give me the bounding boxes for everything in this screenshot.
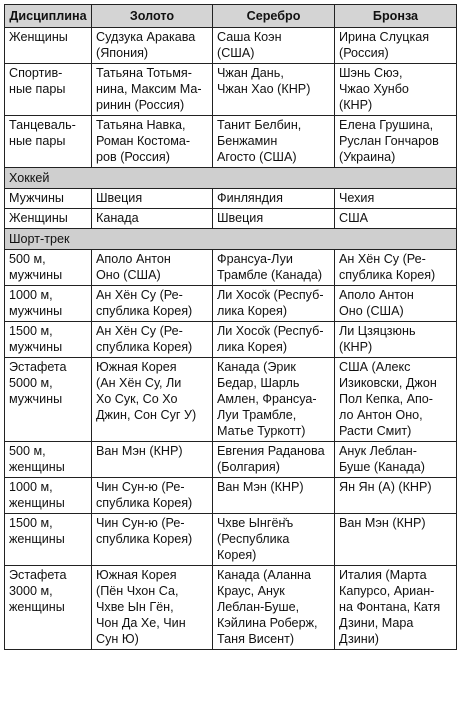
table-row bbox=[5, 322, 457, 358]
discipline-cell: Мужчины bbox=[5, 189, 92, 209]
table-row bbox=[5, 566, 457, 650]
silver-cell: Канада (Аланна Краус, Анук Леблан-Буше, Кэйлина Роберж, Таня Висент) bbox=[213, 566, 335, 650]
gold-cell: Татьяна Навка, Роман Костома- ров (Россия) bbox=[92, 116, 213, 168]
table-row bbox=[5, 514, 457, 566]
table-row bbox=[5, 358, 457, 442]
gold-cell: Ан Хён Су (Ре- спублика Корея) bbox=[92, 286, 213, 322]
silver-cell: Чжан Дань, Чжан Хао (КНР) bbox=[213, 64, 335, 116]
table-row bbox=[5, 442, 457, 478]
gold-cell: Ван Мэн (КНР) bbox=[92, 442, 213, 478]
bronze-cell: Аполо Антон Оно (США) bbox=[335, 286, 457, 322]
silver-cell: Чхве Ынгён̆ъ (Республика Корея) bbox=[213, 514, 335, 566]
gold-cell: Южная Корея (Пён Чхон Са, Чхве Ын Гён, Чон Да Хе, Чин Сун Ю) bbox=[92, 566, 213, 650]
header-discipline: Дисциплина bbox=[5, 5, 92, 28]
silver-cell: Ли Хосо̆к (Респуб- лика Корея) bbox=[213, 322, 335, 358]
silver-cell: Танит Белбин, Бенжамин Агосто (США) bbox=[213, 116, 335, 168]
gold-cell: Ан Хён Су (Ре- спублика Корея) bbox=[92, 322, 213, 358]
gold-cell: Татьяна Тотьмя- нина, Максим Ма- ринин (Россия) bbox=[92, 64, 213, 116]
bronze-cell: Италия (Марта Капурсо, Ариан- на Фонтана, Катя Дзини, Мара Дзини) bbox=[335, 566, 457, 650]
silver-cell: Финляндия bbox=[213, 189, 335, 209]
header-bronze: Бронза bbox=[335, 5, 457, 28]
header-gold: Золото bbox=[92, 5, 213, 28]
table-row bbox=[5, 250, 457, 286]
table-row bbox=[5, 189, 457, 209]
discipline-cell: 1500 м, мужчины bbox=[5, 322, 92, 358]
bronze-cell: Анук Леблан- Буше (Канада) bbox=[335, 442, 457, 478]
table-row bbox=[5, 209, 457, 229]
discipline-cell: 1000 м, женщины bbox=[5, 478, 92, 514]
discipline-cell: Женщины bbox=[5, 209, 92, 229]
bronze-cell: Ян Ян (А) (КНР) bbox=[335, 478, 457, 514]
bronze-cell: Ли Цзяцзюнь (КНР) bbox=[335, 322, 457, 358]
silver-cell: Саша Коэн (США) bbox=[213, 28, 335, 64]
section-header-row bbox=[5, 229, 457, 250]
silver-cell: Франсуа-Луи Трамбле (Канада) bbox=[213, 250, 335, 286]
discipline-cell: Спортив- ные пары bbox=[5, 64, 92, 116]
section-title: Шорт-трек bbox=[5, 229, 457, 250]
table-row bbox=[5, 64, 457, 116]
bronze-cell: Елена Грушина, Руслан Гончаров (Украина) bbox=[335, 116, 457, 168]
header-row bbox=[5, 5, 457, 28]
bronze-cell: Ирина Слуцкая (Россия) bbox=[335, 28, 457, 64]
table-body bbox=[5, 28, 457, 650]
silver-cell: Канада (Эрик Бедар, Шарль Амлен, Франсуа- Луи Трамбле, Матье Туркотт) bbox=[213, 358, 335, 442]
gold-cell: Чин Сун-ю (Ре- спублика Корея) bbox=[92, 478, 213, 514]
gold-cell: Судзука Аракава (Япония) bbox=[92, 28, 213, 64]
bronze-cell: Ван Мэн (КНР) bbox=[335, 514, 457, 566]
bronze-cell: Ан Хён Су (Ре- спублика Корея) bbox=[335, 250, 457, 286]
silver-cell: Евгения Раданова (Болгария) bbox=[213, 442, 335, 478]
silver-cell: Ван Мэн (КНР) bbox=[213, 478, 335, 514]
silver-cell: Ли Хосо̆к (Респуб- лика Корея) bbox=[213, 286, 335, 322]
bronze-cell: США bbox=[335, 209, 457, 229]
section-title: Хоккей bbox=[5, 168, 457, 189]
gold-cell: Южная Корея (Ан Хён Су, Ли Хо Сук, Со Хо Джин, Сон Суг У) bbox=[92, 358, 213, 442]
table-row bbox=[5, 116, 457, 168]
medal-results-table bbox=[4, 4, 457, 650]
header-silver: Серебро bbox=[213, 5, 335, 28]
bronze-cell: США (Алекс Изиковски, Джон Пол Кепка, Апо- ло Антон Оно, Расти Смит) bbox=[335, 358, 457, 442]
table-row bbox=[5, 28, 457, 64]
discipline-cell: 1500 м, женщины bbox=[5, 514, 92, 566]
silver-cell: Швеция bbox=[213, 209, 335, 229]
bronze-cell: Шэнь Сюэ, Чжао Хунбо (КНР) bbox=[335, 64, 457, 116]
table-row bbox=[5, 286, 457, 322]
section-header-row bbox=[5, 168, 457, 189]
bronze-cell: Чехия bbox=[335, 189, 457, 209]
gold-cell: Аполо Антон Оно (США) bbox=[92, 250, 213, 286]
table-row bbox=[5, 478, 457, 514]
gold-cell: Чин Сун-ю (Ре- спублика Корея) bbox=[92, 514, 213, 566]
discipline-cell: 1000 м, мужчины bbox=[5, 286, 92, 322]
discipline-cell: Эстафета 5000 м, мужчины bbox=[5, 358, 92, 442]
gold-cell: Канада bbox=[92, 209, 213, 229]
table-header bbox=[5, 5, 457, 28]
discipline-cell: 500 м, женщины bbox=[5, 442, 92, 478]
gold-cell: Швеция bbox=[92, 189, 213, 209]
discipline-cell: Эстафета 3000 м, женщины bbox=[5, 566, 92, 650]
discipline-cell: Танцеваль- ные пары bbox=[5, 116, 92, 168]
discipline-cell: 500 м, мужчины bbox=[5, 250, 92, 286]
discipline-cell: Женщины bbox=[5, 28, 92, 64]
